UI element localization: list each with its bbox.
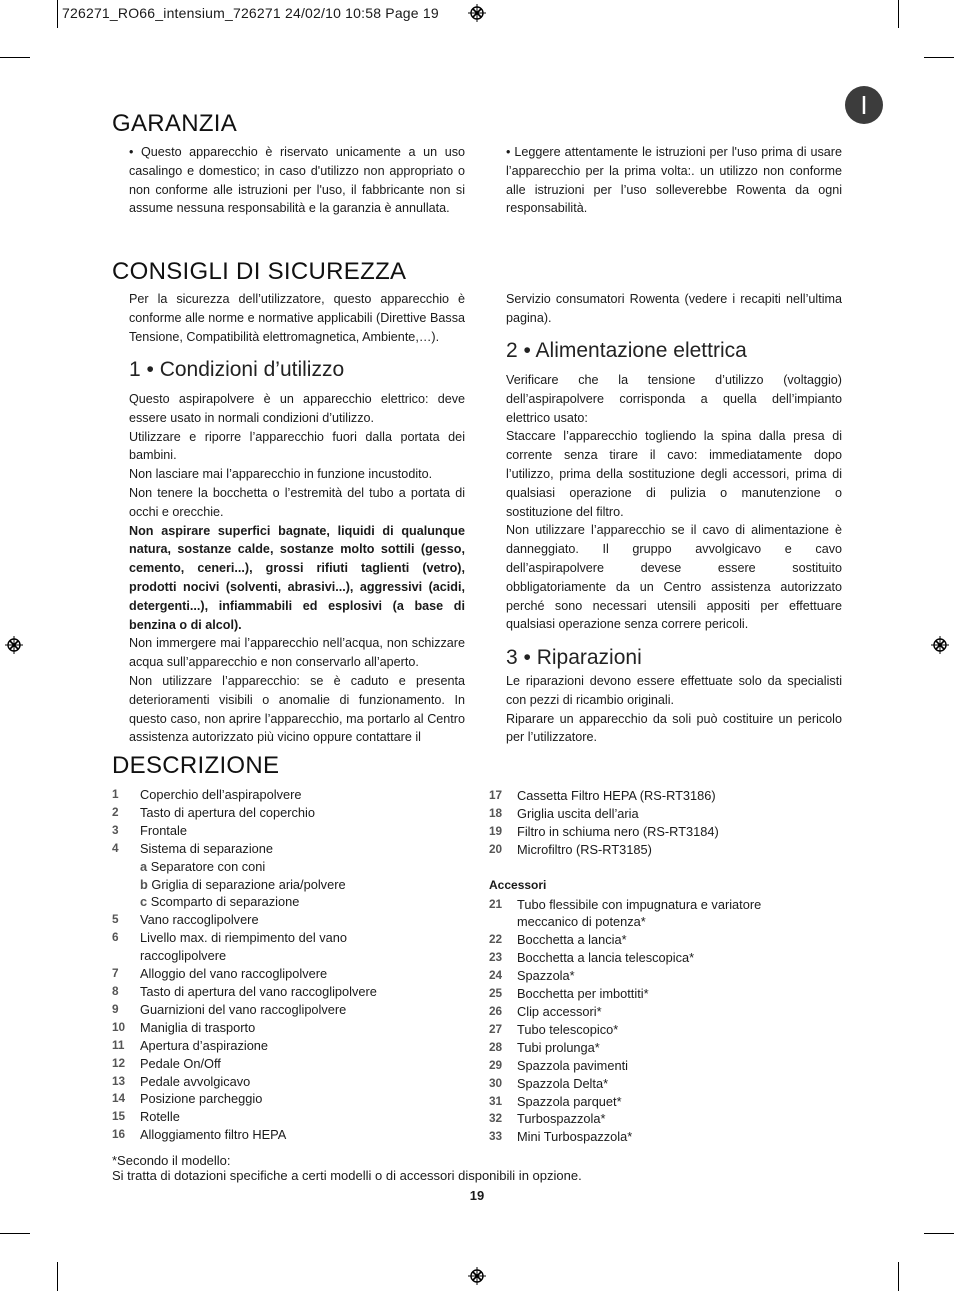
section-3-paragraph: Riparare un apparecchio da soli può costituire un pericolo per l’utilizzatore. [506,711,842,745]
list-item [112,911,472,929]
sub-item-label: Scomparto di separazione [150,894,300,910]
parts-list-right [489,787,849,1146]
item-label: Frontale [140,822,187,838]
list-item [489,841,849,859]
item-number: 21 [489,896,503,911]
item-number: 19 [489,823,503,838]
footnote-line: Si tratta di dotazioni specifiche a certi modelli o di accessori disponibili in opzione. [112,1168,582,1183]
parts-list-left [112,786,472,1144]
item-number: 8 [112,983,119,998]
item-label: Pedale avvolgicavo [140,1073,251,1089]
list-item [112,786,472,804]
sub-item [112,876,472,894]
item-label: Rotelle [140,1109,180,1125]
list-item [112,1055,472,1073]
item-label: Griglia uscita dell’aria [517,805,639,821]
item-label: Pedale On/Off [140,1055,221,1071]
list-item [112,1037,472,1055]
item-number: 17 [489,788,503,802]
item-label: Clip accessori* [517,1003,602,1019]
garanzia-right-paragraph: • Leggere attentamente le istruzioni per l'uso prima di usare l’apparecchio per la prima volta:. un utilizzo non conforme alle istruzioni per l’uso solleverebbe Rowenta da ogni responsabilità. [506,145,842,216]
sub-item-letter: c [140,894,148,910]
list-item [489,787,849,805]
item-label: Bocchetta per imbottiti* [517,986,649,1002]
item-label: Guarnizioni del vano raccoglipolvere [140,1001,347,1017]
item-label: Tasto di apertura del vano raccoglipolvere [140,983,377,999]
item-label: Sistema di separazione [140,840,274,856]
list-item [112,965,472,983]
item-label: Filtro in schiuma nero (RS-RT3184) [517,823,719,839]
item-number: 20 [489,841,503,856]
item-number: 9 [112,1001,119,1016]
page-number: 19 [469,1188,485,1203]
item-label: Spazzola Delta* [517,1075,609,1091]
section-1-title: 1 • Condizioni d’utilizzo [129,358,345,381]
list-item [112,1126,472,1144]
sub-item-letter: b [140,876,148,892]
list-item [112,929,472,965]
section-1-paragraph: Utilizzare e riporre l’apparecchio fuori dalla portata dei bambini. [129,429,465,463]
section-1-paragraph: Non lasciare mai l’apparecchio in funzione incustodito. [129,467,433,482]
list-item [489,949,849,967]
crop-mark [0,1233,30,1234]
list-item [489,985,849,1003]
item-number: 6 [112,930,119,945]
descrizione-title: DESCRIZIONE [112,752,280,779]
section-3-paragraph: Le riparazioni devono essere effettuate solo da specialisti con pezzi di ricambio originali. [506,674,842,707]
list-item [489,931,849,949]
item-number: 28 [489,1039,503,1054]
sicurezza-title: CONSIGLI DI SICUREZZA [112,258,407,285]
item-number: 4 [112,840,119,855]
section-1-paragraph: Non utilizzare l’apparecchio: se è caduto e presenta deterioramenti visibili o anomalie di funzionamento. In questo caso, non aprire l’apparecchio, ma portarlo al Centro assistenza autorizzato più vicino oppure contattare il [129,673,465,745]
list-item [112,983,472,1001]
list-item [489,823,849,841]
list-item [112,1090,472,1108]
sub-item-label: Griglia di separazione aria/polvere [151,876,346,892]
item-label: Tubo flessibile con impugnatura e variatore meccanico di potenza* [517,896,762,930]
section-1-body [129,390,465,747]
crop-mark [924,1233,954,1234]
item-number: 30 [489,1075,503,1090]
service-continuation [506,290,842,328]
footnote-line: *Secondo il modello: [112,1153,231,1168]
list-item [489,1075,849,1093]
item-number: 16 [112,1127,126,1142]
list-item [489,967,849,985]
section-2-body [506,371,842,634]
item-label: Coperchio dell’aspirapolvere [140,787,302,802]
item-label: Spazzola* [517,968,575,984]
item-number: 22 [489,932,503,947]
item-number: 7 [112,966,119,981]
registration-mark-icon [931,636,949,654]
garanzia-left-paragraph: • Questo apparecchio è riservato unicamente a un uso casalingo e domestico; in caso d'utilizzo non appropriato o non conforme alle istruzioni per l'uso, il fabbricante non si assume nessuna responsabilità e la garanzia è annullata. [129,145,465,216]
item-number: 1 [112,787,119,801]
item-label: Microfiltro (RS-RT3185) [517,841,652,857]
list-item [112,804,472,822]
item-number: 33 [489,1129,503,1144]
item-number: 15 [112,1109,126,1124]
list-item [112,840,472,858]
registration-mark-icon [468,4,486,22]
item-label: Mini Turbospazzola* [517,1129,633,1145]
crop-mark [924,57,954,58]
item-label: Livello max. di riempimento del vano raccoglipolvere [140,930,347,964]
item-number: 25 [489,986,503,1001]
item-label: Bocchetta a lancia telescopica* [517,950,695,966]
accessori-heading: Accessori [489,877,547,892]
item-label: Cassetta Filtro HEPA (RS-RT3186) [517,788,716,803]
list-item [112,1001,472,1019]
section-3-body [506,672,842,747]
section-1-warning: Non aspirare superfici bagnate, liquidi di qualunque natura, sostanze calde, sostanze molto sottili (gesso, cemento, ceneri...), grossi rifiuti taglienti (vetro), prodotti nocivi (solventi, abrasivi...), aggressivi (acidi, detergenti...), infiammabili ed esplosivi (a base di benzina o di alcol). [129,523,465,632]
garanzia-title: GARANZIA [112,110,238,137]
list-item [112,1019,472,1037]
sicurezza-intro-paragraph: Per la sicurezza dell’utilizzatore, questo apparecchio è conforme alle norme e normative applicabili (Direttive Bassa Tensione, Compatibilità elettromagnetica, Ambiente,…). [129,292,465,344]
list-item [489,896,849,932]
list-item [489,1021,849,1039]
crop-mark [0,57,30,58]
print-file-info: 726271_RO66_intensium_726271 24/02/10 10:58 Page 19 [62,5,439,21]
item-label: Alloggio del vano raccoglipolvere [140,966,328,982]
item-number: 29 [489,1057,503,1072]
list-item [112,822,472,840]
sicurezza-intro [129,290,465,346]
item-label: Tubi prolunga* [517,1039,600,1055]
item-label: Apertura d’aspirazione [140,1037,269,1053]
item-number: 23 [489,950,503,965]
garanzia-right-text [506,143,842,218]
item-number: 14 [112,1091,126,1106]
sub-item [112,893,472,911]
item-label: Spazzola pavimenti [517,1057,628,1073]
list-item [489,1128,849,1146]
item-number: 12 [112,1055,126,1070]
list-item [489,1003,849,1021]
crop-mark [898,1262,899,1291]
list-item [489,1110,849,1128]
list-item [112,1108,472,1126]
section-2-title: 2 • Alimentazione elettrica [506,339,747,362]
item-number: 26 [489,1003,503,1018]
item-label: Spazzola parquet* [517,1093,622,1109]
sub-item [112,858,472,876]
item-number: 13 [112,1073,126,1088]
item-label: Maniglia di trasporto [140,1019,256,1035]
crop-mark [57,0,58,28]
list-item [489,1039,849,1057]
registration-mark-icon [468,1267,486,1285]
item-number: 3 [112,822,119,837]
item-number: 27 [489,1021,503,1036]
item-label: Turbospazzola* [517,1111,606,1127]
crop-mark [57,1262,58,1291]
list-item [489,805,849,823]
language-badge: I [845,86,883,124]
section-2-paragraph: Non utilizzare l’apparecchio se il cavo di alimentazione è danneggiato. Il gruppo avvolgicavo e cavo dell’aspirapolvere devese essere sostituito obbligatoriamente da un Centro assistenza autorizzato perché sono necessari utensili appositi per effettuare qualsiasi operazione senza correre pericoli. [506,523,842,632]
list-item [489,1093,849,1111]
section-2-paragraph: Staccare l’apparecchio togliendo la spina dalla presa di corrente senza tirare il cavo: immediatamente dopo l’utilizzo, prima della sostituzione degli accessori, prima di qualsiasi operazione di pulizia o manutenzione o sostituzione del filtro. [506,429,842,519]
footnote [112,1153,582,1183]
registration-mark-icon [5,636,23,654]
item-number: 24 [489,968,503,983]
item-number: 5 [112,912,119,927]
item-number: 18 [489,805,503,820]
service-continuation-paragraph: Servizio consumatori Rowenta (vedere i recapiti nell’ultima pagina). [506,292,842,325]
crop-mark [898,0,899,28]
section-3-title: 3 • Riparazioni [506,646,642,669]
section-1-paragraph: Non tenere la bocchetta o l’estremità del tubo a portata di occhi e orecchie. [129,485,465,519]
item-number: 2 [112,804,119,819]
item-number: 11 [112,1037,125,1052]
item-label: Bocchetta a lancia* [517,932,627,948]
section-2-paragraph: Verificare che la tensione d’utilizzo (voltaggio) dell’aspirapolvere corrisponda a quella dell’impianto elettrico usato: [506,373,842,425]
item-label: Vano raccoglipolvere [140,912,259,928]
sub-item-letter: a [140,858,148,874]
item-number: 31 [489,1093,503,1108]
item-label: Posizione parcheggio [140,1091,263,1107]
sub-item-label: Separatore con coni [150,858,266,874]
item-number: 10 [112,1019,126,1034]
section-1-paragraph: Questo aspirapolvere è un apparecchio elettrico: deve essere usato in normali condizioni d’utilizzo. [129,392,465,425]
garanzia-left-text [129,143,465,218]
section-1-paragraph: Non immergere mai l’apparecchio nell’acqua, non schizzare acqua sull’apparecchio e non conservarlo all’aperto. [129,636,465,670]
list-item [489,1057,849,1075]
list-item [112,1073,472,1091]
item-label: Tasto di apertura del coperchio [140,804,315,820]
item-label: Alloggiamento filtro HEPA [140,1127,287,1143]
item-label: Tubo telescopico* [517,1021,619,1037]
item-number: 32 [489,1111,503,1126]
